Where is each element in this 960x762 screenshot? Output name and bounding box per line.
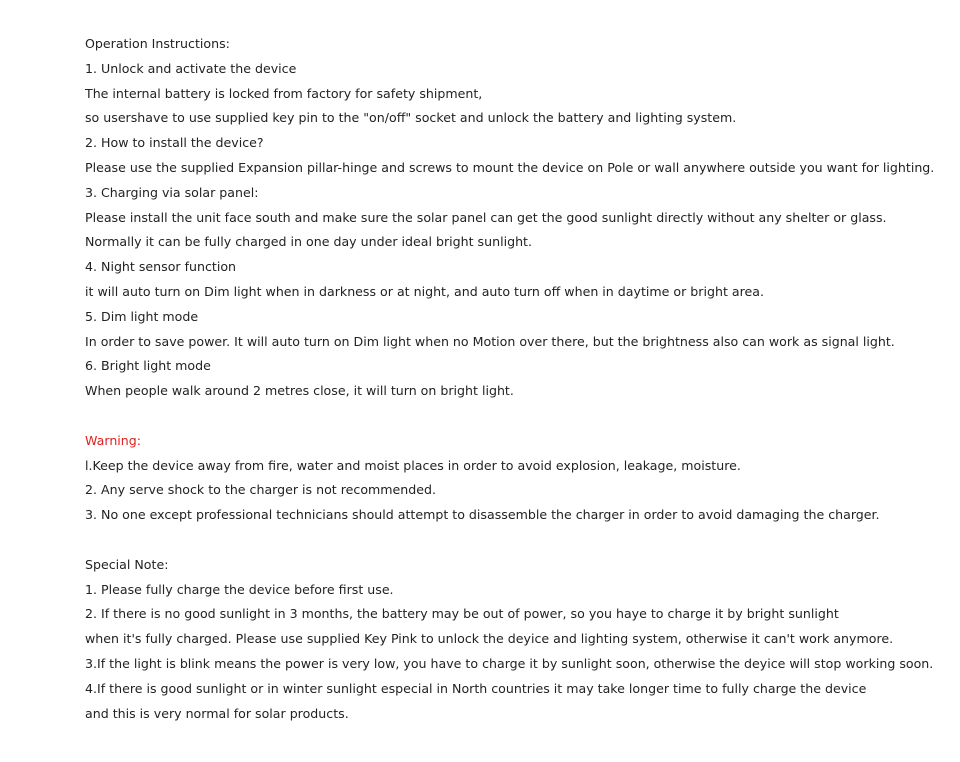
operation-line: Please install the unit face south and make sure the solar panel can get the good sunlight directly without any shelter or glass. [85, 209, 887, 225]
warning-line: 3. No one except professional technicians should attempt to disassemble the charger in order to avoid damaging the charger. [85, 507, 880, 523]
warning-section [85, 429, 945, 528]
special-note-line: 1. Please fully charge the device before first use. [85, 581, 394, 597]
special-note-line: 2. If there is no good sunlight in 3 months, the battery may be out of power, so you haye to charge it by bright sunlight [85, 606, 839, 622]
instructions-document [85, 32, 945, 726]
operation-line: 1. Unlock and activate the device [85, 60, 297, 76]
operation-line: When people walk around 2 metres close, it will turn on bright light. [85, 383, 514, 399]
operation-line: In order to save power. It will auto turn on Dim light when no Motion over there, but the brightness also can work as signal light. [85, 333, 895, 349]
operation-line: 3. Charging via solar panel: [85, 184, 259, 200]
special-note-line: when it's fully charged. Please use supplied Key Pink to unlock the deyice and lighting system, otherwise it can't work anymore. [85, 631, 894, 647]
operation-line: 4. Night sensor function [85, 259, 237, 275]
special-note-line: 3.If the light is blink means the power is very low, you have to charge it by sunlight soon, otherwise the deyice will stop working soon. [85, 655, 934, 671]
special-note-line: and this is very normal for solar products. [85, 705, 349, 721]
operation-instructions-section [85, 32, 945, 404]
special-note-heading: Special Note: [85, 556, 169, 572]
warning-line: 2. Any serve shock to the charger is not recommended. [85, 482, 437, 498]
operation-line: Normally it can be fully charged in one day under ideal bright sunlight. [85, 234, 532, 250]
warning-line: l.Keep the device away from fire, water and moist places in order to avoid explosion, leakage, moisture. [85, 457, 741, 473]
special-note-section [85, 553, 945, 727]
section-divider [85, 528, 945, 553]
operation-line: 6. Bright light mode [85, 358, 211, 374]
operation-line: 2. How to install the device? [85, 135, 264, 151]
operation-line: 5. Dim light mode [85, 308, 199, 324]
operation-line: Please use the supplied Expansion pillar-hinge and screws to mount the device on Pole or wall anywhere outside you want for lighting. [85, 159, 935, 175]
special-note-line: 4.If there is good sunlight or in winter sunlight especial in North countries it may take longer time to fully charge the device [85, 680, 867, 696]
warning-heading: Warning: [85, 432, 142, 448]
operation-line: it will auto turn on Dim light when in darkness or at night, and auto turn off when in daytime or bright area. [85, 283, 764, 299]
section-divider [85, 404, 945, 429]
operation-line: The internal battery is locked from factory for safety shipment, [85, 85, 483, 101]
operation-line: so usershave to use supplied key pin to the "on/off" socket and unlock the battery and lighting system. [85, 110, 737, 126]
operation-instructions-heading: Operation Instructions: [85, 36, 230, 51]
